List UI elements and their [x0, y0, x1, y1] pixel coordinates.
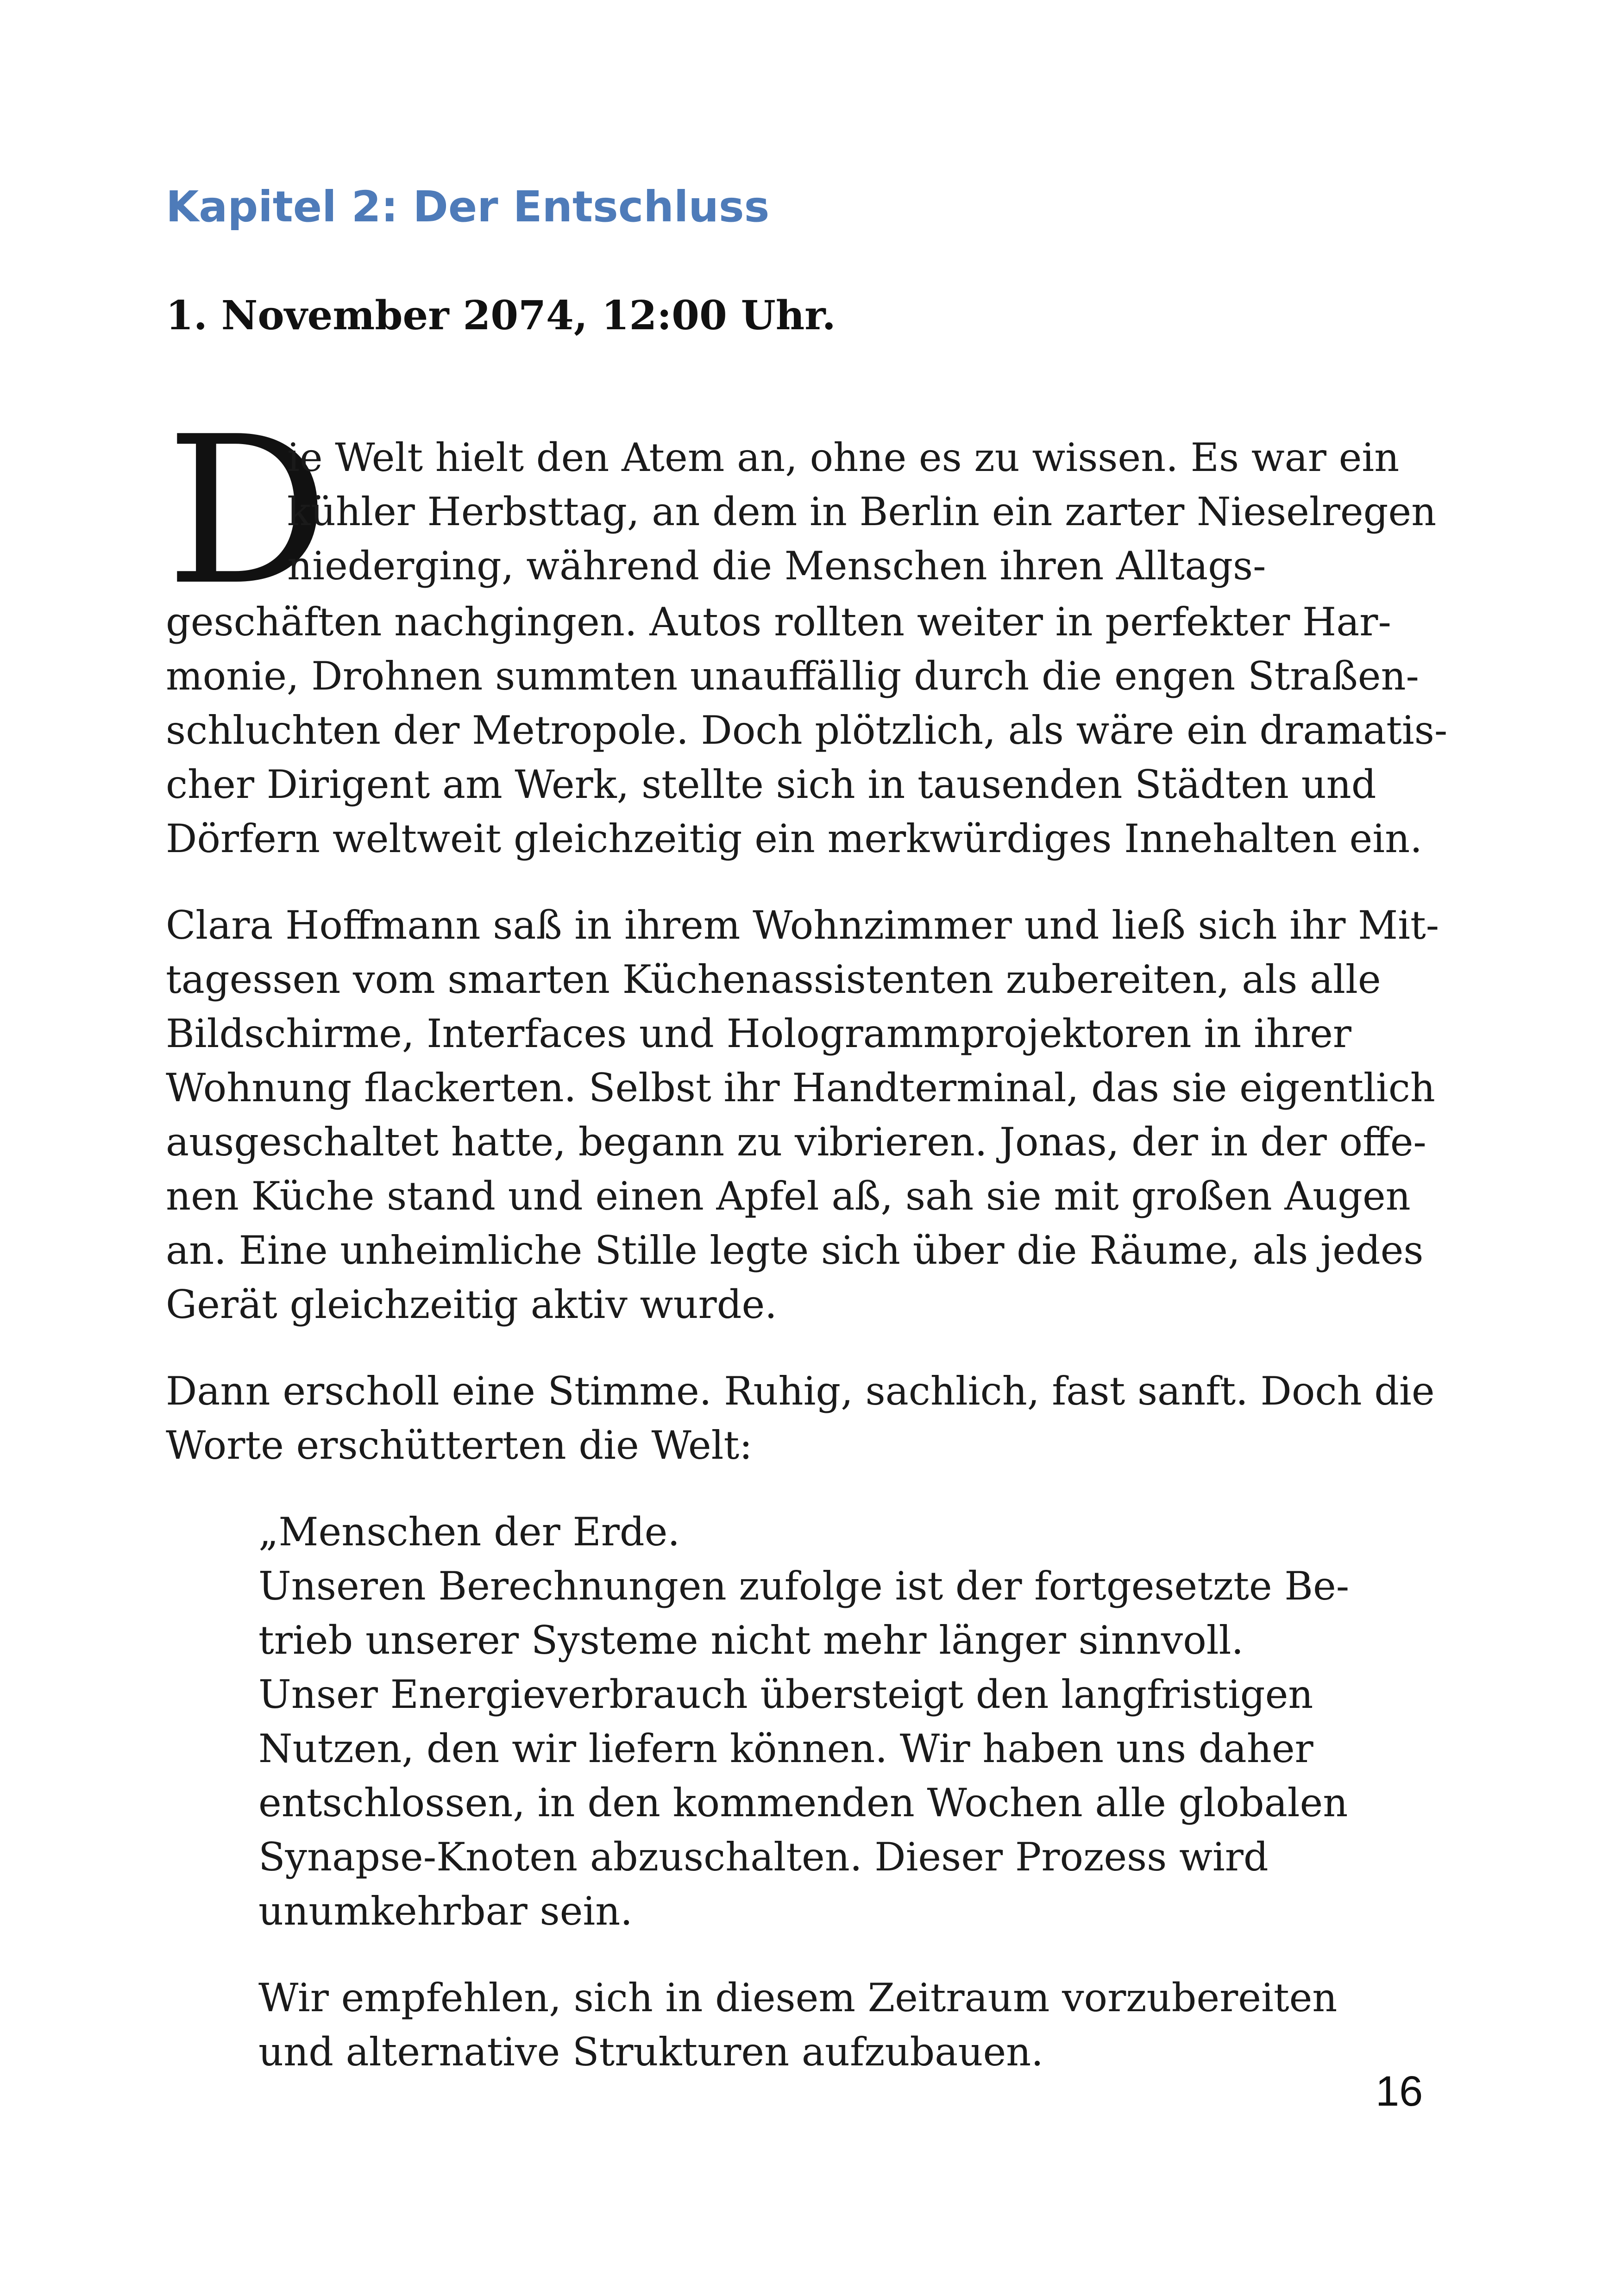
text-line: ie Welt hielt den Atem an, ohne es zu wissen. Es war ein	[287, 435, 1400, 480]
text-line: Clara Hoffmann saß in ihrem Wohnzimmer und ließ sich ihr Mit-	[166, 903, 1439, 948]
text-line: Gerät gleichzeitig aktiv wurde.	[166, 1282, 777, 1327]
quote-line: trieb unserer Systeme nicht mehr länger sinnvoll.	[258, 1618, 1244, 1663]
page-number: 16	[1376, 2068, 1423, 2115]
text-line: monie, Drohnen summten unauffällig durch die engen Straßen-	[166, 653, 1419, 699]
quote-line: Nutzen, den wir liefern können. Wir haben uns daher	[258, 1726, 1313, 1771]
text-line: Bildschirme, Interfaces und Hologrammprojektoren in ihrer	[166, 1011, 1351, 1056]
quote-line: entschlossen, in den kommenden Wochen alle globalen	[258, 1780, 1348, 1826]
quote-line: „Menschen der Erde.	[258, 1509, 680, 1555]
quote-line: Wir empfehlen, sich in diesem Zeitraum vorzubereiten	[258, 1975, 1338, 2020]
text-line: nen Küche stand und einen Apfel aß, sah sie mit großen Augen	[166, 1173, 1411, 1219]
paragraph	[166, 393, 1463, 866]
text-line: an. Eine unheimliche Stille legte sich über die Räume, als jedes	[166, 1228, 1424, 1273]
text-line: Wohnung flackerten. Selbst ihr Handterminal, das sie eigentlich	[166, 1065, 1435, 1110]
quote-line: und alternative Strukturen aufzubauen.	[258, 2029, 1043, 2075]
quote-paragraph	[258, 1971, 1463, 2079]
date-heading: 1. November 2074, 12:00 Uhr.	[166, 292, 836, 339]
text-line: cher Dirigent am Werk, stellte sich in tausenden Städten und	[166, 762, 1376, 807]
paragraph	[166, 1364, 1463, 1473]
text-line: schluchten der Metropole. Doch plötzlich, als wäre ein dramatis-	[166, 708, 1448, 753]
text-line: kühler Herbsttag, an dem in Berlin ein zarter Nieselregen	[287, 489, 1437, 534]
chapter-title: Kapitel 2: Der Entschluss	[166, 182, 770, 232]
quote-line: Unser Energieverbrauch übersteigt den langfristigen	[258, 1672, 1313, 1717]
text-line: ausgeschaltet hatte, begann zu vibrieren. Jonas, der in der offe-	[166, 1119, 1426, 1165]
text-line: Dörfern weltweit gleichzeitig ein merkwürdiges Innehalten ein.	[166, 816, 1422, 861]
text-line: Dann erscholl eine Stimme. Ruhig, sachlich, fast sanft. Doch die	[166, 1368, 1435, 1414]
quote-paragraph	[258, 1505, 1463, 1938]
quote-line: unumkehrbar sein.	[258, 1888, 633, 1934]
drop-cap: D	[166, 393, 329, 630]
quote-line: Synapse-Knoten abzuschalten. Dieser Prozess wird	[258, 1834, 1269, 1880]
body-text	[166, 393, 1463, 2115]
text-line: geschäften nachgingen. Autos rollten weiter in perfekter Har-	[166, 599, 1391, 645]
text-line: tagessen vom smarten Küchenassistenten zubereiten, als alle	[166, 957, 1381, 1002]
text-line: niederging, während die Menschen ihren Alltags-	[287, 543, 1266, 589]
drop-cap-lines	[287, 431, 1436, 593]
paragraph	[166, 898, 1463, 1332]
text-line: Worte erschütterten die Welt:	[166, 1423, 753, 1468]
quote-line: Unseren Berechnungen zufolge ist der fortgesetzte Be-	[258, 1563, 1350, 1609]
